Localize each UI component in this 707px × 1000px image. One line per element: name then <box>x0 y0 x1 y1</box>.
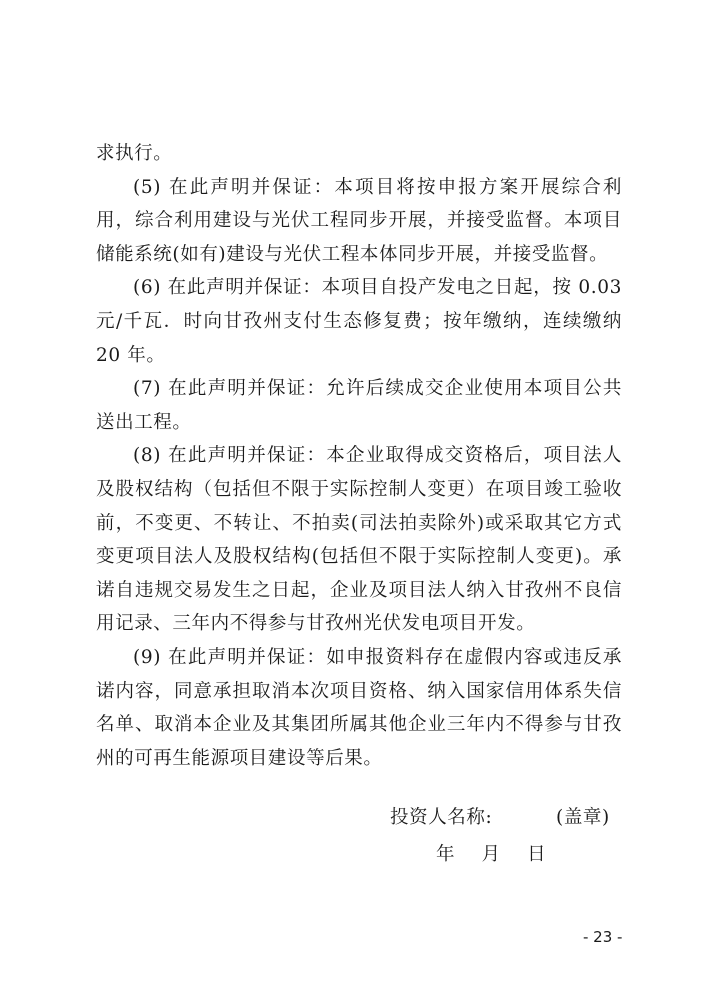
paragraph-clause-8: (8) 在此声明并保证：本企业取得成交资格后，项目法人及股权结构（包括但不限于实际控制人变更）在项目竣工验收前，不变更、不转让、不拍卖(司法拍卖除外)或采取其它方式变更项目法人及股权结构(包括但不限于实际控制人变更)。承诺自违规交易发生之日起，企业及项目法人纳入甘孜州不良信用记录、三年内不得参与甘孜州光伏发电项目开发。 <box>96 445 622 635</box>
investor-name-label: 投资人名称: <box>390 807 493 828</box>
seal-label: (盖章) <box>556 807 610 828</box>
body-text <box>96 137 622 775</box>
paragraph-clause-9: (9) 在此声明并保证：如申报资料存在虚假内容或违反承诺内容，同意承担取消本次项目资格、纳入国家信用体系失信名单、取消本企业及其集团所属其他企业三年内不得参与甘孜州的可再生能源项目建设等后果。 <box>96 646 622 769</box>
date-label: 年 月 日 <box>436 844 547 865</box>
paragraph-clause-5: (5) 在此声明并保证：本项目将按申报方案开展综合利用，综合利用建设与光伏工程同步开展，并接受监督。本项目储能系统(如有)建设与光伏工程本体同步开展，并接受监督。 <box>96 176 622 265</box>
paragraph-continuation: 求执行。 <box>96 143 173 164</box>
paragraph-clause-6: (6) 在此声明并保证：本项目自投产发电之日起，按 0.03 元/千瓦．时向甘孜州支付生态修复费；按年缴纳，连续缴纳 20 年。 <box>96 277 622 366</box>
paragraph-clause-7: (7) 在此声明并保证：允许后续成交企业使用本项目公共送出工程。 <box>96 378 622 433</box>
page-number: - 23 - <box>583 928 623 946</box>
